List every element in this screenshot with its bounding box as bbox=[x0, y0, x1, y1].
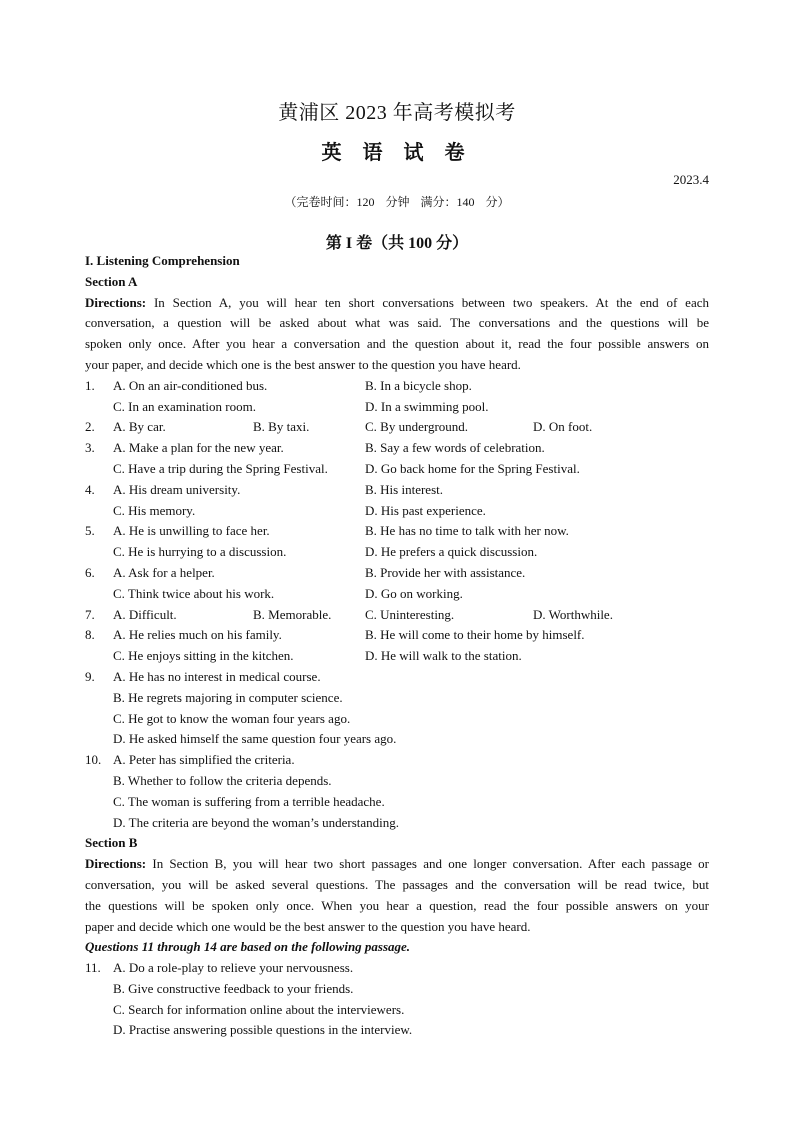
option-c: C. The woman is suffering from a terrible headache. bbox=[113, 793, 385, 809]
question-row bbox=[85, 979, 709, 1000]
question-row bbox=[85, 709, 709, 730]
option-d: D. Worthwhile. bbox=[533, 606, 613, 622]
option-c: C. By underground. bbox=[365, 419, 469, 435]
part-title: 第 I 卷（共 100 分） bbox=[325, 235, 469, 252]
exam-title: 黄浦区 2023 年高考模拟考 bbox=[278, 102, 516, 124]
option-c: C. In an examination room. bbox=[113, 398, 256, 414]
question-row bbox=[85, 1020, 709, 1041]
question-number: 5. bbox=[85, 523, 95, 539]
question-number: 6. bbox=[85, 564, 95, 580]
question-row bbox=[85, 792, 709, 813]
section-a-heading: Section A bbox=[85, 273, 138, 289]
option-d: D. Go on working. bbox=[365, 585, 463, 601]
exam-content bbox=[85, 251, 709, 1041]
option-c: C. Think twice about his work. bbox=[113, 585, 275, 601]
option-d: D. He asked himself the same question four years ago. bbox=[113, 731, 397, 747]
option-d: D. His past experience. bbox=[365, 502, 486, 518]
question-number: 7. bbox=[85, 606, 95, 622]
section-a-directions-line: conversation, a question will be asked about what was said. The conversations and the questions will be bbox=[85, 315, 709, 331]
option-b: B. In a bicycle shop. bbox=[365, 377, 472, 393]
option-b: B. He regrets majoring in computer science. bbox=[113, 689, 343, 705]
section-b-directions-line: conversation, you will be asked several questions. The passages and the conversation will be read twice, but bbox=[85, 876, 709, 892]
question-row bbox=[85, 688, 709, 709]
question-row bbox=[85, 750, 709, 771]
option-c: C. Search for information online about the interviewers. bbox=[113, 1001, 405, 1017]
question-row bbox=[85, 438, 709, 459]
option-d: D. In a swimming pool. bbox=[365, 398, 489, 414]
question-row bbox=[85, 584, 709, 605]
section-b-directions-line: the questions will be spoken only once. When you hear a question, read the four possible answers on your bbox=[85, 897, 709, 913]
section-b-heading: Section B bbox=[85, 835, 138, 851]
section-a-directions-line: spoken only once. After you hear a conversation and the question about it, read the four possible answers on bbox=[85, 336, 709, 352]
option-d: D. He will walk to the station. bbox=[365, 648, 522, 664]
question-row bbox=[85, 1000, 709, 1021]
option-a: A. On an air-conditioned bus. bbox=[113, 377, 268, 393]
option-d: D. On foot. bbox=[533, 419, 593, 435]
exam-subject: 英 语 试 卷 bbox=[321, 142, 473, 164]
option-a: A. He relies much on his family. bbox=[113, 627, 282, 643]
question-number: 4. bbox=[85, 481, 95, 497]
directions-label: Directions: bbox=[85, 294, 147, 310]
option-a: A. His dream university. bbox=[113, 481, 241, 497]
question-number: 3. bbox=[85, 440, 95, 456]
question-number: 8. bbox=[85, 627, 95, 643]
option-a: A. Do a role-play to relieve your nervousness. bbox=[113, 960, 354, 976]
option-d: D. Go back home for the Spring Festival. bbox=[365, 460, 580, 476]
question-row bbox=[85, 625, 709, 646]
question-number: 9. bbox=[85, 668, 95, 684]
question-row bbox=[85, 646, 709, 667]
option-b: B. Give constructive feedback to your friends. bbox=[113, 980, 354, 996]
option-c: C. He is hurrying to a discussion. bbox=[113, 544, 287, 560]
option-a: A. Ask for a helper. bbox=[113, 564, 215, 580]
option-a: A. He is unwilling to face her. bbox=[113, 523, 270, 539]
question-row bbox=[85, 397, 709, 418]
question-number: 10. bbox=[85, 752, 102, 768]
question-row bbox=[85, 563, 709, 584]
question-number: 2. bbox=[85, 419, 95, 435]
option-d: D. The criteria are beyond the woman’s understanding. bbox=[113, 814, 400, 830]
option-d: D. Practise answering possible questions in the interview. bbox=[113, 1022, 413, 1038]
question-number: 1. bbox=[85, 377, 95, 393]
question-row bbox=[85, 667, 709, 688]
section-a-directions-line: your paper, and decide which one is the best answer to the question you have heard. bbox=[85, 356, 521, 372]
question-row bbox=[85, 542, 709, 563]
option-a: A. Make a plan for the new year. bbox=[113, 440, 284, 456]
directions-text: In Section A, you will hear ten short conversations between two speakers. At the end of each bbox=[146, 294, 709, 310]
question-row bbox=[85, 813, 709, 834]
option-d: D. He prefers a quick discussion. bbox=[365, 544, 538, 560]
passage-note: Questions 11 through 14 are based on the following passage. bbox=[85, 939, 411, 955]
question-row bbox=[85, 958, 709, 979]
option-b: B. By taxi. bbox=[253, 419, 310, 435]
question-row bbox=[85, 459, 709, 480]
question-row bbox=[85, 771, 709, 792]
option-b: B. He has no time to talk with her now. bbox=[365, 523, 569, 539]
exam-date: 2023.4 bbox=[673, 172, 709, 187]
option-b: B. His interest. bbox=[365, 481, 443, 497]
option-c: C. He enjoys sitting in the kitchen. bbox=[113, 648, 294, 664]
option-b: B. Provide her with assistance. bbox=[365, 564, 526, 580]
option-a: A. Peter has simplified the criteria. bbox=[113, 752, 295, 768]
option-c: C. His memory. bbox=[113, 502, 196, 518]
question-row bbox=[85, 729, 709, 750]
directions-text: In Section B, you will hear two short passages and one longer conversation. After each passage or bbox=[146, 856, 709, 872]
option-a: A. He has no interest in medical course. bbox=[113, 668, 321, 684]
question-row bbox=[85, 501, 709, 522]
question-row bbox=[85, 417, 709, 438]
question-row bbox=[85, 376, 709, 397]
exam-time-score: （完卷时间：120 分钟 满分：140 分） bbox=[284, 195, 510, 209]
option-c: C. Uninteresting. bbox=[365, 606, 455, 622]
option-c: C. Have a trip during the Spring Festival. bbox=[113, 460, 328, 476]
section-heading: I. Listening Comprehension bbox=[85, 253, 240, 268]
option-b: B. Memorable. bbox=[253, 606, 332, 622]
question-row bbox=[85, 480, 709, 501]
option-c: C. He got to know the woman four years ago. bbox=[113, 710, 351, 726]
option-b: B. He will come to their home by himself. bbox=[365, 627, 585, 643]
option-a: A. By car. bbox=[113, 419, 166, 435]
option-b: B. Whether to follow the criteria depends. bbox=[113, 772, 332, 788]
section-b-directions-line bbox=[85, 854, 709, 875]
section-a-directions-line bbox=[85, 293, 709, 314]
option-a: A. Difficult. bbox=[113, 606, 177, 622]
directions-label: Directions: bbox=[85, 856, 147, 872]
option-b: B. Say a few words of celebration. bbox=[365, 440, 545, 456]
question-row bbox=[85, 521, 709, 542]
question-number: 11. bbox=[85, 960, 101, 976]
section-b-directions-line: paper and decide which one would be the best answer to the question you have heard. bbox=[85, 918, 531, 934]
question-row bbox=[85, 605, 709, 626]
